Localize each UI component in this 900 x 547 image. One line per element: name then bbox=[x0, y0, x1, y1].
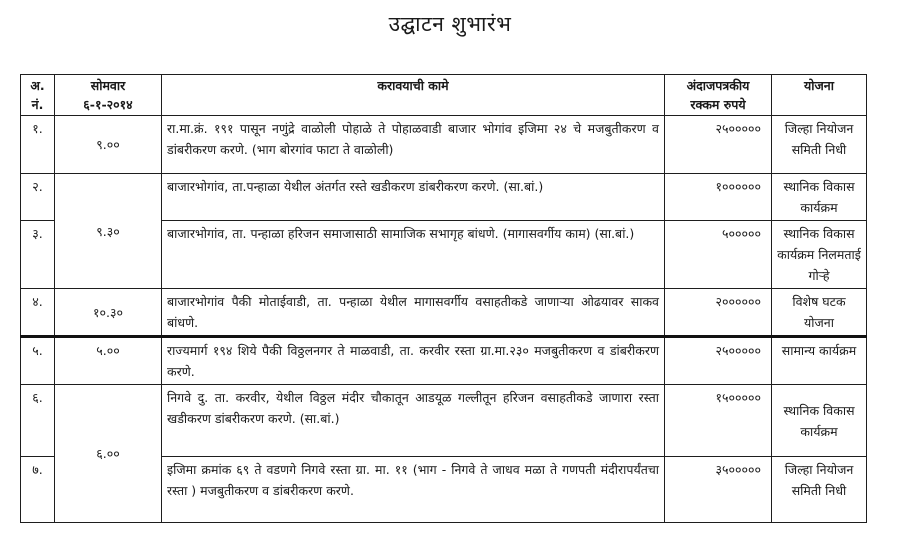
row-work: बाजारभोगांव पैकी मोताईवाडी, ता. पन्हाळा येथील मागासवर्गीय वसाहतीकडे जाणाऱ्या ओढयावर साकव बांधणे. bbox=[162, 289, 665, 337]
row-scheme: सामान्य कार्यक्रम bbox=[772, 337, 867, 385]
row-time: ६.०० bbox=[55, 385, 162, 523]
row-number: ४. bbox=[21, 289, 55, 337]
header-serial-no: अ. नं. bbox=[21, 75, 55, 116]
row-time: ९.०० bbox=[55, 116, 162, 174]
table-header-row bbox=[21, 75, 867, 116]
row-amount: ३५००००० bbox=[665, 457, 772, 523]
row-time: १०.३० bbox=[55, 289, 162, 337]
row-scheme: स्थानिक विकास कार्यक्रम bbox=[772, 385, 867, 457]
table-row bbox=[21, 337, 867, 385]
row-amount: १५००००० bbox=[665, 385, 772, 457]
page-title: उद्घाटन शुभारंभ bbox=[388, 12, 512, 36]
row-number: ३. bbox=[21, 221, 55, 289]
row-time: ९.३० bbox=[55, 174, 162, 289]
row-scheme: विशेष घटक योजना bbox=[772, 289, 867, 337]
table-row bbox=[21, 174, 867, 221]
row-work: बाजारभोगांव, ता. पन्हाळा हरिजन समाजासाठी सामाजिक सभागृह बांधणे. (मागासवर्गीय काम) (सा.बां.) bbox=[162, 221, 665, 289]
row-amount: ५००००० bbox=[665, 221, 772, 289]
row-scheme: स्थानिक विकास कार्यक्रम bbox=[772, 174, 867, 221]
row-number: ७. bbox=[21, 457, 55, 523]
table-row bbox=[21, 289, 867, 337]
row-number: ६. bbox=[21, 385, 55, 457]
row-amount: २५००००० bbox=[665, 116, 772, 174]
row-time: ५.०० bbox=[55, 337, 162, 385]
row-amount: १०००००० bbox=[665, 174, 772, 221]
table-row bbox=[21, 385, 867, 457]
row-scheme: जिल्हा नियोजन समिती निधी bbox=[772, 457, 867, 523]
row-work: रा.मा.क्रं. १९१ पासून नणुंद्रे वाळोली पोहाळे ते पोहाळवाडी बाजार भोगांव इजिमा २४ चे मजबुतीकरण व डांबरीकरण करणे. (भाग बोरगांव फाटा ते वाळोली) bbox=[162, 116, 665, 174]
row-number: ५. bbox=[21, 337, 55, 385]
header-day-date: सोमवार ६-१-२०१४ bbox=[55, 75, 162, 116]
row-amount: २०००००० bbox=[665, 289, 772, 337]
row-work: निगवे दु. ता. करवीर, येथील विठ्ठल मंदीर चौकातून आडयूळ गल्लीतून हरिजन वसाहतीकडे जाणारा रस्ता खडीकरण डांबरीकरण करणे. (सा.बां.) bbox=[162, 385, 665, 457]
header-scheme: योजना bbox=[772, 75, 867, 116]
row-work: बाजारभोगांव, ता.पन्हाळा येथील अंतर्गत रस्ते खडीकरण डांबरीकरण करणे. (सा.बां.) bbox=[162, 174, 665, 221]
row-work: राज्यमार्ग १९४ शिये पैकी विठ्ठलनगर ते माळवाडी, ता. करवीर रस्ता ग्रा.मा.२३० मजबुतीकरण व डांबरीकरण करणे. bbox=[162, 337, 665, 385]
header-amount: अंदाजपत्रकीय रक्कम रुपये bbox=[665, 75, 772, 116]
row-scheme: जिल्हा नियोजन समिती निधी bbox=[772, 116, 867, 174]
row-amount: २५००००० bbox=[665, 337, 772, 385]
row-scheme: स्थानिक विकास कार्यक्रम निलमताई गोऱ्हे bbox=[772, 221, 867, 289]
row-work: इजिमा क्रमांक ६९ ते वडणगे निगवे रस्ता ग्रा. मा. ११ (भाग - निगवे ते जाधव मळा ते गणपती मंदीरापर्यंतचा रस्ता ) मजबुतीकरण व डांबरीकरण करणे. bbox=[162, 457, 665, 523]
row-number: २. bbox=[21, 174, 55, 221]
header-work: करावयाची कामे bbox=[162, 75, 665, 116]
table-row bbox=[21, 116, 867, 174]
inauguration-table bbox=[20, 74, 867, 523]
row-number: १. bbox=[21, 116, 55, 174]
